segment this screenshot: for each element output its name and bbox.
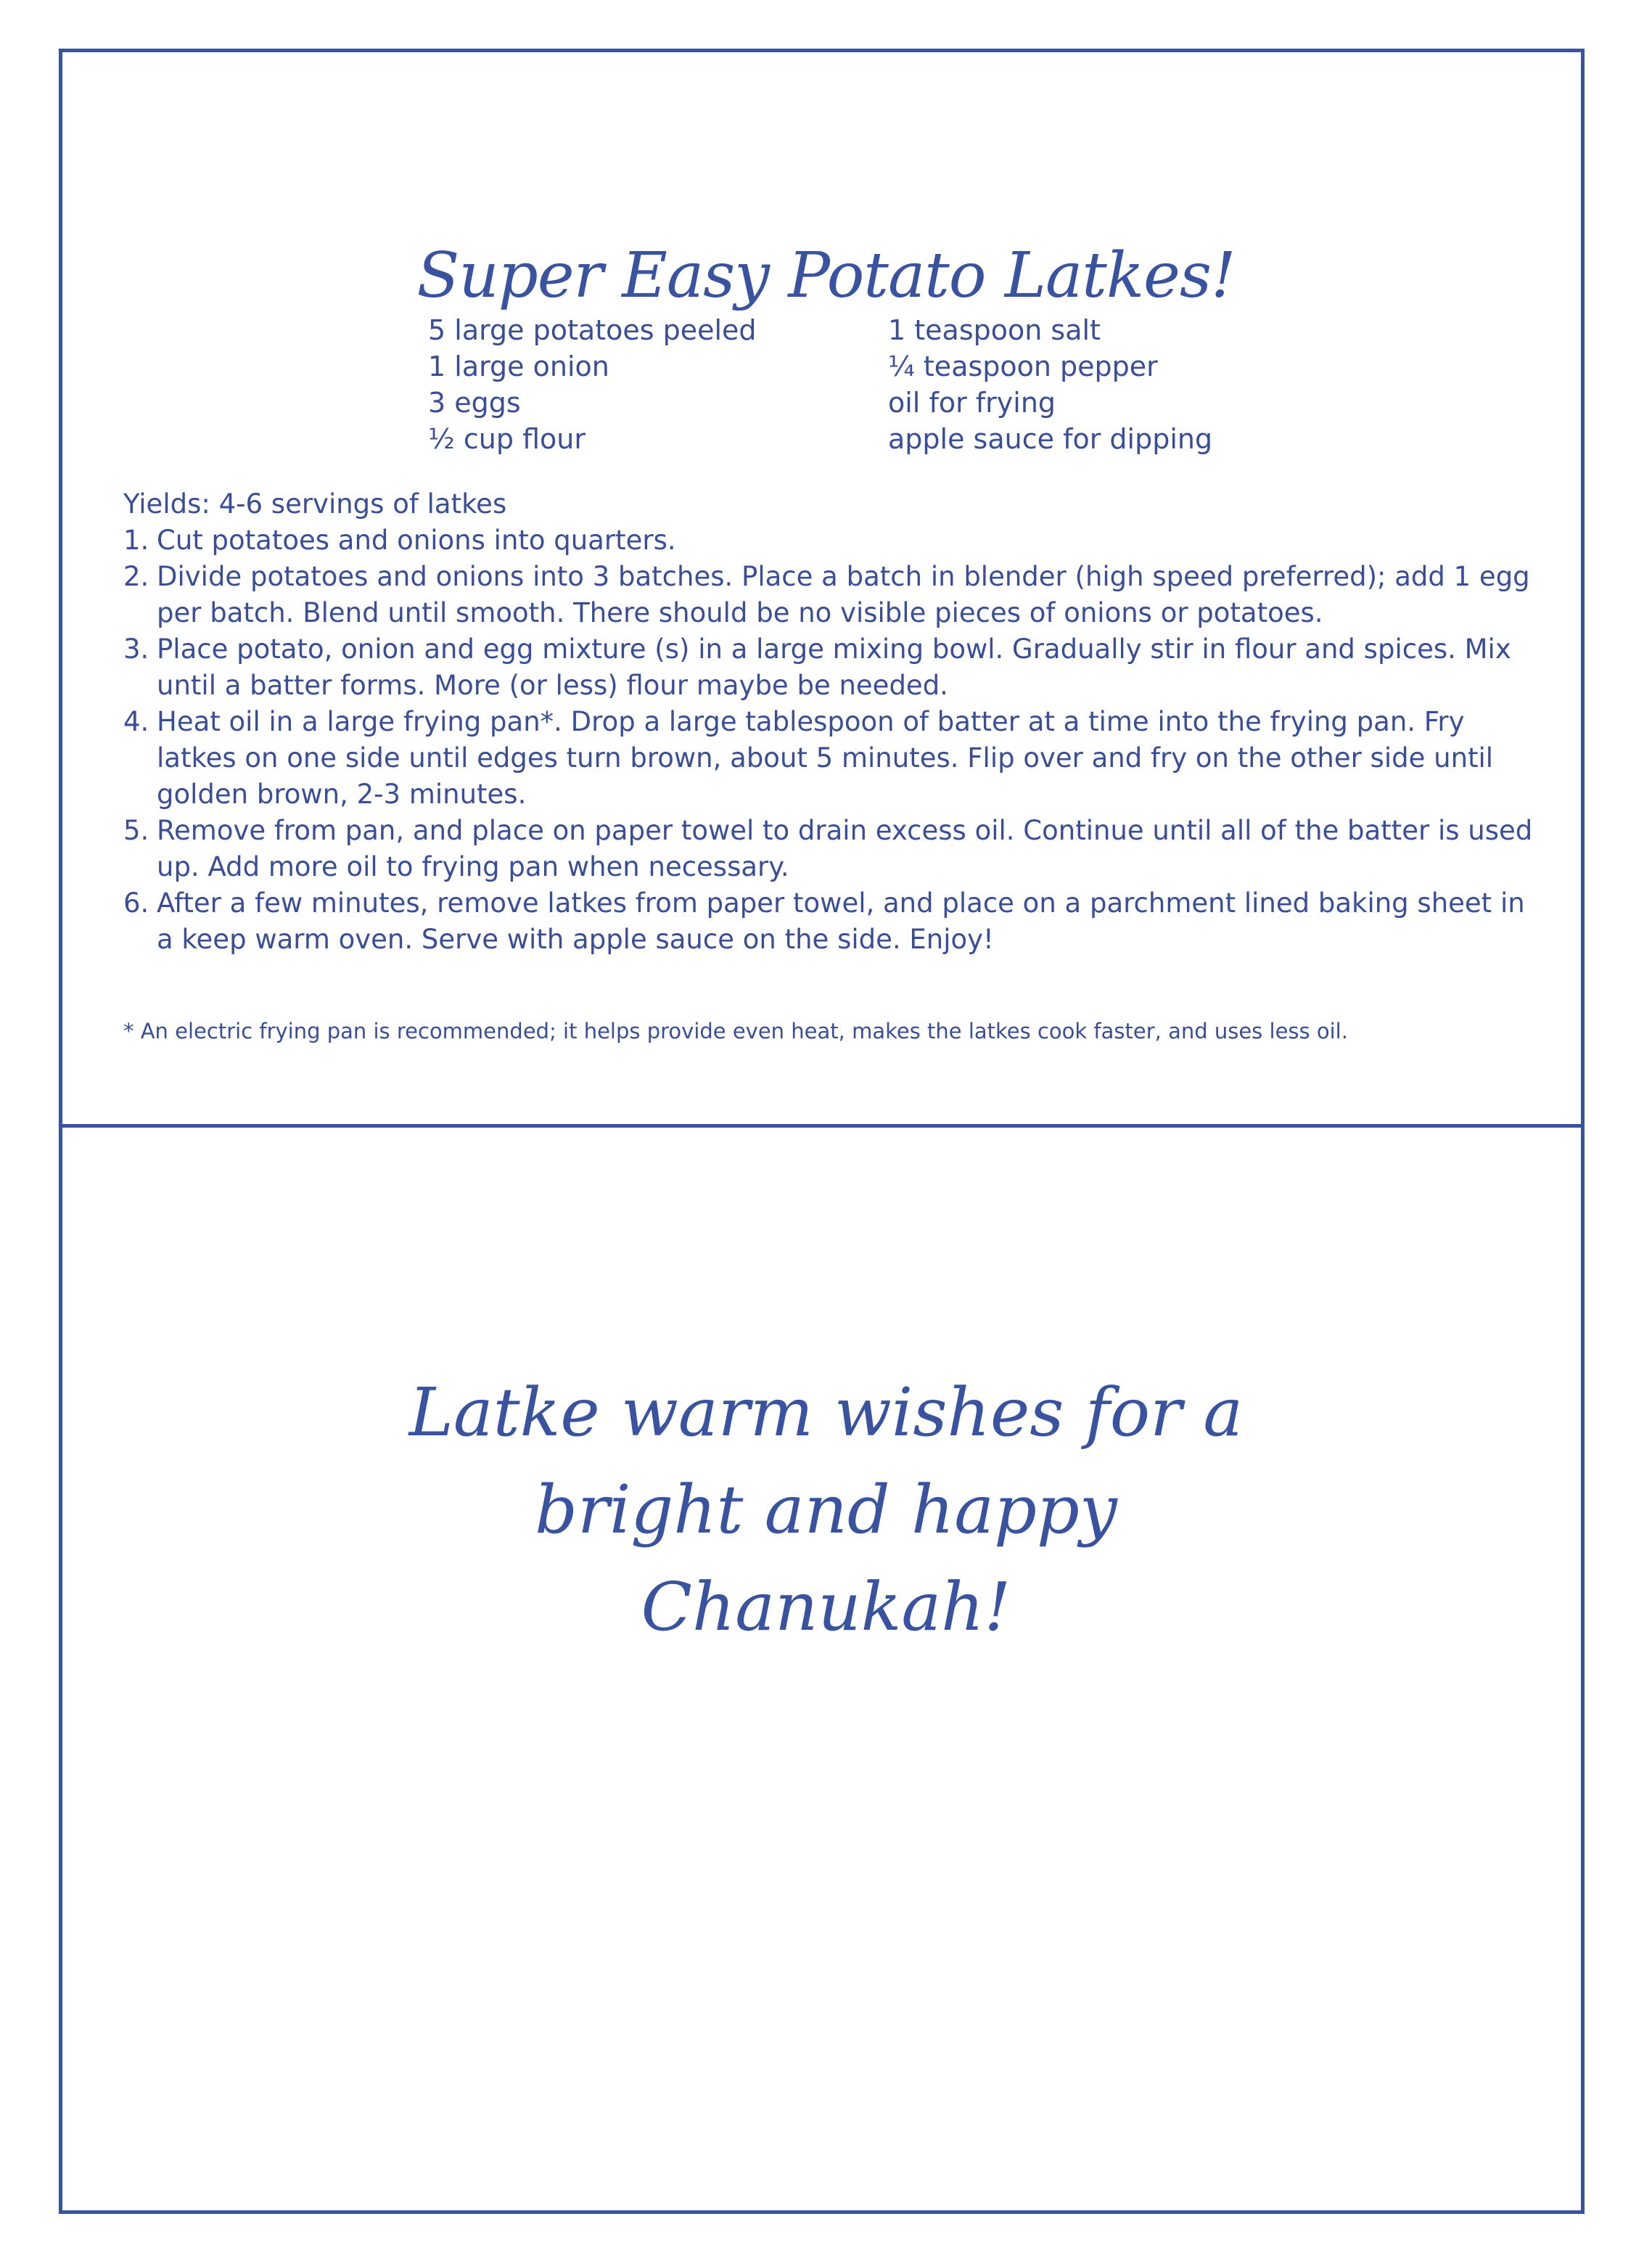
ingredients-column-left — [428, 312, 888, 457]
ingredient-item: apple sauce for dipping — [888, 423, 1213, 455]
greeting-line: bright and happy — [535, 1471, 1117, 1549]
ingredient-item: 3 eggs — [428, 387, 521, 419]
step-text: After a few minutes, remove latkes from paper towel, and place on a parchment lined baking sheet in a keep warm oven. Serve with apple sauce on the side. Enjoy! — [157, 887, 1525, 955]
greeting-line: Latke warm wishes for a — [408, 1374, 1244, 1451]
step-number: 6. — [123, 887, 149, 919]
step-text: Cut potatoes and onions into quarters. — [157, 525, 676, 556]
instruction-step — [123, 813, 1545, 885]
ingredient-item: ¼ teaspoon pepper — [888, 350, 1158, 382]
instruction-step — [123, 885, 1545, 958]
step-text: Remove from pan, and place on paper towel to drain excess oil. Continue until all of the batter is used up. Add more oil to frying pan when necessary. — [157, 815, 1533, 882]
ingredients-column-right — [888, 312, 1294, 457]
greeting-message — [0, 1364, 1652, 1656]
fold-divider-line — [59, 1124, 1585, 1128]
step-number: 5. — [123, 815, 149, 846]
yields-text: Yields: 4-6 servings of latkes — [123, 488, 507, 520]
step-number: 2. — [123, 561, 149, 592]
step-text: Divide potatoes and onions into 3 batches. Place a batch in blender (high speed preferred); add 1 egg per batch. Blend until smooth. There should be no visible pieces of onions or potatoes. — [157, 561, 1530, 628]
instruction-step — [123, 704, 1545, 813]
footnote: * An electric frying pan is recommended; it helps provide even heat, makes the latkes cook faster, and uses less oil. — [123, 1019, 1348, 1043]
ingredient-item: oil for frying — [888, 387, 1056, 419]
ingredient-item: 1 teaspoon salt — [888, 314, 1101, 346]
recipe-title: Super Easy Potato Latkes! — [416, 239, 1236, 312]
ingredient-item: 1 large onion — [428, 350, 609, 382]
step-number: 3. — [123, 633, 149, 665]
step-number: 1. — [123, 525, 149, 556]
ingredient-item: ½ cup flour — [428, 423, 585, 455]
step-number: 4. — [123, 706, 149, 737]
instruction-step — [123, 522, 1545, 559]
step-text: Heat oil in a large frying pan*. Drop a large tablespoon of batter at a time into the frying pan. Fry latkes on one side until edges turn brown, about 5 minutes. Flip over and fry on the other side until golden brown, 2-3 minutes. — [157, 706, 1494, 810]
ingredient-item: 5 large potatoes peeled — [428, 314, 757, 346]
ingredients-list — [428, 312, 1299, 457]
instruction-step — [123, 631, 1545, 704]
instruction-steps — [123, 522, 1545, 958]
greeting-line: Chanukah! — [641, 1568, 1011, 1646]
step-text: Place potato, onion and egg mixture (s) in a large mixing bowl. Gradually stir in flour and spices. Mix until a batter forms. More (or less) flour maybe be needed. — [157, 633, 1511, 701]
instruction-step — [123, 559, 1545, 631]
